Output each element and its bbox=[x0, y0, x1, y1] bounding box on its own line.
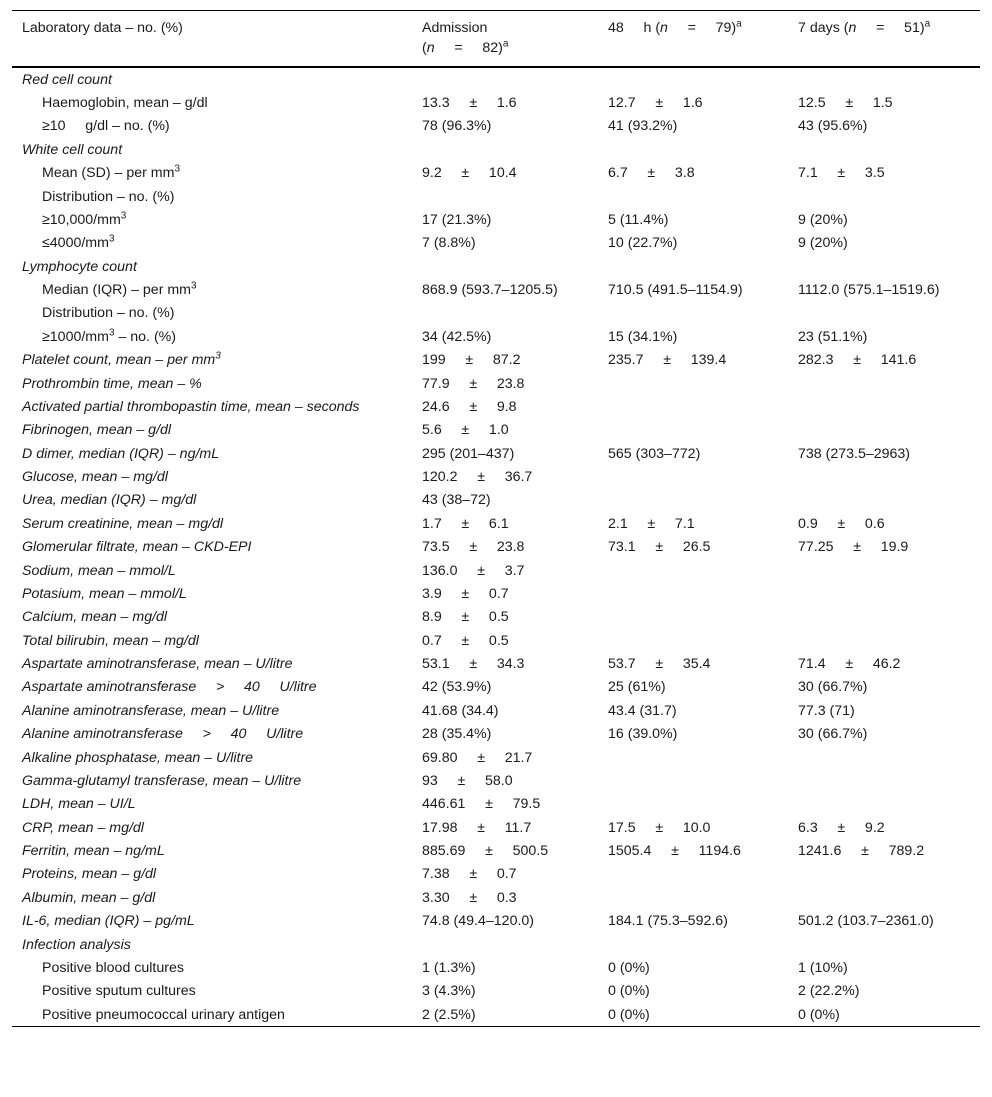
row-label: Alkaline phosphatase, mean – U/litre bbox=[22, 749, 254, 766]
n-symbol: n bbox=[848, 20, 857, 36]
cell-admission: 136.0 ± 3.7 bbox=[422, 562, 525, 579]
cell-7days bbox=[788, 629, 980, 652]
section-white-cell-count: White cell count bbox=[22, 141, 123, 158]
label-text: Platelet count, mean – per mm bbox=[22, 352, 216, 369]
cell-7days: 1112.0 (575.1–1519.6) bbox=[798, 282, 940, 299]
footnote-marker: a bbox=[502, 38, 509, 50]
n-symbol: n bbox=[426, 40, 435, 56]
superscript: 3 bbox=[108, 233, 115, 245]
cell-48h: 25 (61%) bbox=[608, 679, 666, 696]
row-label: LDH, mean – UI/L bbox=[22, 796, 136, 813]
table-row bbox=[12, 699, 980, 722]
table-row bbox=[12, 91, 980, 114]
row-label: Urea, median (IQR) – mg/dl bbox=[22, 492, 197, 509]
cell-7days bbox=[788, 395, 980, 418]
cell-admission: 3 (4.3%) bbox=[422, 983, 476, 1000]
row-label: Distribution – no. (%) bbox=[42, 188, 175, 205]
cell-7days bbox=[788, 886, 980, 909]
row-label: IL-6, median (IQR) – pg/mL bbox=[22, 913, 195, 930]
cell-admission: 868.9 (593.7–1205.5) bbox=[422, 282, 558, 299]
cell-48h: 565 (303–772) bbox=[608, 445, 701, 462]
cell-7days: 23 (51.1%) bbox=[798, 328, 868, 345]
cell-48h: 73.1 ± 26.5 bbox=[608, 539, 711, 556]
label-text: Median (IQR) – per mm bbox=[42, 282, 192, 299]
admission-paren: ( bbox=[422, 40, 427, 56]
cell-48h: 6.7 ± 3.8 bbox=[608, 165, 695, 182]
cell-48h bbox=[598, 372, 788, 395]
row-label: Alanine aminotransferase, mean – U/litre bbox=[22, 702, 280, 719]
cell-admission: 53.1 ± 34.3 bbox=[422, 656, 525, 673]
cell-admission: 3.9 ± 0.7 bbox=[422, 585, 509, 602]
label-text: ≥1000/mm bbox=[42, 328, 109, 345]
cell-7days: 12.5 ± 1.5 bbox=[798, 95, 893, 112]
table-row bbox=[12, 465, 980, 488]
cell-48h bbox=[598, 465, 788, 488]
cell-admission: 295 (201–437) bbox=[422, 445, 515, 462]
cell-7days: 30 (66.7%) bbox=[798, 679, 868, 696]
cell-7days: 6.3 ± 9.2 bbox=[798, 819, 885, 836]
header-7days bbox=[788, 11, 980, 68]
cell-admission: 1 (1.3%) bbox=[422, 959, 476, 976]
row-label: Positive blood cultures bbox=[42, 959, 184, 976]
row-label: Gamma-glutamyl transferase, mean – U/litre bbox=[22, 772, 302, 789]
cell-7days: 282.3 ± 141.6 bbox=[798, 352, 917, 369]
d7-title: 7 days ( bbox=[798, 20, 849, 36]
table-row bbox=[12, 723, 980, 746]
row-label bbox=[12, 278, 412, 301]
row-label: Sodium, mean – mmol/L bbox=[22, 562, 176, 579]
cell-admission: 69.80 ± 21.7 bbox=[422, 749, 533, 766]
table-row bbox=[12, 980, 980, 1003]
cell-7days: 0 (0%) bbox=[798, 1006, 840, 1023]
cell-7days: 0.9 ± 0.6 bbox=[798, 515, 885, 532]
table-row bbox=[12, 185, 980, 208]
header-laboratory-data bbox=[12, 11, 412, 68]
admission-title: Admission bbox=[422, 20, 488, 36]
table-row bbox=[12, 793, 980, 816]
cell-7days bbox=[788, 559, 980, 582]
cell-48h: 184.1 (75.3–592.6) bbox=[608, 913, 728, 930]
cell-48h bbox=[598, 886, 788, 909]
cell-admission: 8.9 ± 0.5 bbox=[422, 609, 509, 626]
cell-7days: 9 (20%) bbox=[798, 211, 848, 228]
cell-48h bbox=[598, 395, 788, 418]
cell-48h bbox=[598, 419, 788, 442]
lab-data-table-container bbox=[12, 10, 980, 1027]
cell-admission: 120.2 ± 36.7 bbox=[422, 469, 533, 486]
row-label: Distribution – no. (%) bbox=[42, 305, 175, 322]
table-row bbox=[12, 769, 980, 792]
cell-admission: 77.9 ± 23.8 bbox=[422, 375, 525, 392]
table-row bbox=[12, 629, 980, 652]
table-row bbox=[12, 67, 980, 91]
header-48h bbox=[598, 11, 788, 68]
cell-48h: 10 (22.7%) bbox=[608, 235, 678, 252]
cell-admission: 17 (21.3%) bbox=[422, 211, 492, 228]
table-row bbox=[12, 933, 980, 956]
section-infection-analysis: Infection analysis bbox=[22, 936, 131, 953]
table-row bbox=[12, 232, 980, 255]
h48-title: 48 h ( bbox=[608, 20, 661, 36]
cell-48h bbox=[598, 769, 788, 792]
cell-48h bbox=[598, 559, 788, 582]
table-row bbox=[12, 746, 980, 769]
cell-7days: 1 (10%) bbox=[798, 959, 848, 976]
cell-48h: 0 (0%) bbox=[608, 983, 650, 1000]
table-row bbox=[12, 325, 980, 348]
label-text: ≥10,000/mm bbox=[42, 211, 121, 228]
h48-count: = 79) bbox=[667, 20, 737, 36]
cell-48h: 17.5 ± 10.0 bbox=[608, 819, 711, 836]
table-row bbox=[12, 886, 980, 909]
cell-7days bbox=[788, 372, 980, 395]
table-row bbox=[12, 956, 980, 979]
d7-count: = 51) bbox=[856, 20, 925, 36]
cell-admission: 41.68 (34.4) bbox=[422, 702, 499, 719]
cell-admission: 93 ± 58.0 bbox=[422, 772, 513, 789]
table-row bbox=[12, 162, 980, 185]
cell-admission: 28 (35.4%) bbox=[422, 726, 492, 743]
table-row bbox=[12, 208, 980, 231]
section-red-cell-count: Red cell count bbox=[22, 71, 112, 88]
table-row bbox=[12, 559, 980, 582]
cell-7days bbox=[788, 582, 980, 605]
cell-admission: 42 (53.9%) bbox=[422, 679, 492, 696]
cell-admission: 885.69 ± 500.5 bbox=[422, 843, 549, 860]
table-row bbox=[12, 278, 980, 301]
row-label: Activated partial thrombopastin time, mean – seconds bbox=[22, 398, 360, 415]
table-row bbox=[12, 816, 980, 839]
section-lymphocyte-count: Lymphocyte count bbox=[22, 258, 137, 275]
table-row bbox=[12, 536, 980, 559]
header-admission bbox=[412, 11, 598, 68]
row-label: Positive sputum cultures bbox=[42, 983, 196, 1000]
table-row bbox=[12, 863, 980, 886]
cell-admission: 2 (2.5%) bbox=[422, 1006, 476, 1023]
row-label: Serum creatinine, mean – mg/dl bbox=[22, 515, 224, 532]
row-label: Glucose, mean – mg/dl bbox=[22, 469, 168, 486]
row-label: Haemoglobin, mean – g/dl bbox=[42, 95, 208, 112]
row-label bbox=[12, 208, 412, 231]
cell-admission: 43 (38–72) bbox=[422, 492, 491, 509]
superscript: 3 bbox=[108, 327, 115, 339]
row-label: Glomerular filtrate, mean – CKD-EPI bbox=[22, 539, 252, 556]
row-label: Fibrinogen, mean – g/dl bbox=[22, 422, 172, 439]
table-row bbox=[12, 676, 980, 699]
table-row bbox=[12, 395, 980, 418]
row-label: Prothrombin time, mean – % bbox=[22, 375, 202, 392]
cell-admission: 13.3 ± 1.6 bbox=[422, 95, 517, 112]
cell-admission: 17.98 ± 11.7 bbox=[422, 819, 532, 836]
cell-48h bbox=[598, 606, 788, 629]
superscript: 3 bbox=[174, 163, 181, 175]
cell-7days: 738 (273.5–2963) bbox=[798, 445, 911, 462]
cell-admission: 3.30 ± 0.3 bbox=[422, 889, 517, 906]
cell-7days: 71.4 ± 46.2 bbox=[798, 656, 901, 673]
cell-48h bbox=[598, 863, 788, 886]
cell-admission: 199 ± 87.2 bbox=[422, 352, 521, 369]
row-label: Aspartate aminotransferase > 40 U/litre bbox=[22, 679, 317, 696]
table-row bbox=[12, 115, 980, 138]
row-label: Alanine aminotransferase > 40 U/litre bbox=[22, 726, 304, 743]
table-row bbox=[12, 302, 980, 325]
label-text: ≤4000/mm bbox=[42, 235, 109, 252]
row-label: Aspartate aminotransferase, mean – U/litre bbox=[22, 656, 293, 673]
table-row bbox=[12, 652, 980, 675]
label-text: Mean (SD) – per mm bbox=[42, 165, 175, 182]
row-label bbox=[12, 325, 412, 348]
n-symbol: n bbox=[660, 20, 668, 36]
table-row bbox=[12, 372, 980, 395]
cell-admission: 7 (8.8%) bbox=[422, 235, 476, 252]
cell-admission: 7.38 ± 0.7 bbox=[422, 866, 517, 883]
row-label: CRP, mean – mg/dl bbox=[22, 819, 144, 836]
admission-count: = 82) bbox=[434, 40, 503, 56]
table-row bbox=[12, 910, 980, 933]
cell-48h: 2.1 ± 7.1 bbox=[608, 515, 695, 532]
table-row bbox=[12, 419, 980, 442]
cell-7days: 2 (22.2%) bbox=[798, 983, 860, 1000]
cell-7days: 501.2 (103.7–2361.0) bbox=[798, 913, 934, 930]
table-row bbox=[12, 582, 980, 605]
cell-7days bbox=[788, 465, 980, 488]
table-body bbox=[12, 67, 980, 1027]
cell-48h: 12.7 ± 1.6 bbox=[608, 95, 703, 112]
row-label bbox=[12, 162, 412, 185]
cell-7days: 77.3 (71) bbox=[798, 702, 855, 719]
table-row bbox=[12, 442, 980, 465]
label-suffix: – no. (%) bbox=[114, 328, 177, 345]
cell-admission: 34 (42.5%) bbox=[422, 328, 492, 345]
cell-admission: 78 (96.3%) bbox=[422, 118, 492, 135]
footnote-marker: a bbox=[736, 18, 742, 30]
cell-admission: 0.7 ± 0.5 bbox=[422, 632, 509, 649]
table-row bbox=[12, 839, 980, 862]
row-label: Positive pneumococcal urinary antigen bbox=[42, 1006, 285, 1023]
table-row bbox=[12, 512, 980, 535]
cell-48h: 5 (11.4%) bbox=[608, 211, 669, 228]
cell-7days: 1241.6 ± 789.2 bbox=[798, 843, 925, 860]
table-row bbox=[12, 489, 980, 512]
row-label: Total bilirubin, mean – mg/dl bbox=[22, 632, 199, 649]
cell-7days bbox=[788, 769, 980, 792]
cell-48h bbox=[598, 746, 788, 769]
cell-48h: 43.4 (31.7) bbox=[608, 702, 677, 719]
row-label bbox=[12, 349, 412, 372]
cell-7days bbox=[788, 489, 980, 512]
table-row bbox=[12, 255, 980, 278]
cell-7days bbox=[788, 606, 980, 629]
superscript: 3 bbox=[215, 350, 221, 362]
cell-48h: 41 (93.2%) bbox=[608, 118, 678, 135]
cell-48h: 235.7 ± 139.4 bbox=[608, 352, 727, 369]
cell-admission: 446.61 ± 79.5 bbox=[422, 796, 541, 813]
cell-7days: 30 (66.7%) bbox=[798, 726, 868, 743]
cell-7days: 43 (95.6%) bbox=[798, 118, 868, 135]
cell-48h: 0 (0%) bbox=[608, 959, 650, 976]
cell-7days: 77.25 ± 19.9 bbox=[798, 539, 909, 556]
superscript: 3 bbox=[191, 280, 197, 292]
cell-48h: 0 (0%) bbox=[608, 1006, 650, 1023]
superscript: 3 bbox=[120, 210, 127, 222]
cell-admission: 73.5 ± 23.8 bbox=[422, 539, 525, 556]
row-label: Potasium, mean – mmol/L bbox=[22, 585, 187, 602]
cell-7days bbox=[788, 793, 980, 816]
cell-48h: 1505.4 ± 1194.6 bbox=[608, 843, 741, 860]
lab-data-table bbox=[12, 10, 980, 1027]
cell-7days bbox=[788, 419, 980, 442]
cell-admission: 5.6 ± 1.0 bbox=[422, 422, 509, 439]
cell-admission: 74.8 (49.4–120.0) bbox=[422, 913, 535, 930]
cell-48h: 53.7 ± 35.4 bbox=[608, 656, 711, 673]
cell-7days: 9 (20%) bbox=[798, 235, 848, 252]
table-row bbox=[12, 1003, 980, 1027]
row-label: Calcium, mean – mg/dl bbox=[22, 609, 168, 626]
table-header bbox=[12, 11, 980, 68]
cell-48h: 16 (39.0%) bbox=[608, 726, 678, 743]
cell-7days: 7.1 ± 3.5 bbox=[798, 165, 885, 182]
footnote-marker: a bbox=[924, 18, 931, 30]
cell-7days bbox=[788, 863, 980, 886]
row-label: Proteins, mean – g/dl bbox=[22, 866, 157, 883]
cell-admission: 1.7 ± 6.1 bbox=[422, 515, 509, 532]
cell-48h bbox=[598, 489, 788, 512]
cell-admission: 24.6 ± 9.8 bbox=[422, 398, 517, 415]
row-label: ≥10 g/dl – no. (%) bbox=[42, 118, 170, 135]
header-row bbox=[12, 11, 980, 68]
table-row bbox=[12, 606, 980, 629]
row-label bbox=[12, 232, 412, 255]
cell-48h bbox=[598, 629, 788, 652]
table-row bbox=[12, 138, 980, 161]
table-row bbox=[12, 349, 980, 372]
row-label: D dimer, median (IQR) – ng/mL bbox=[22, 445, 220, 462]
row-label: Albumin, mean – g/dl bbox=[22, 889, 156, 906]
cell-7days bbox=[788, 746, 980, 769]
cell-48h: 710.5 (491.5–1154.9) bbox=[608, 282, 743, 299]
cell-48h bbox=[598, 582, 788, 605]
row-label: Ferritin, mean – ng/mL bbox=[22, 843, 165, 860]
cell-48h bbox=[598, 793, 788, 816]
cell-admission: 9.2 ± 10.4 bbox=[422, 165, 517, 182]
header-label: Laboratory data – no. (%) bbox=[22, 20, 183, 36]
cell-48h: 15 (34.1%) bbox=[608, 328, 678, 345]
